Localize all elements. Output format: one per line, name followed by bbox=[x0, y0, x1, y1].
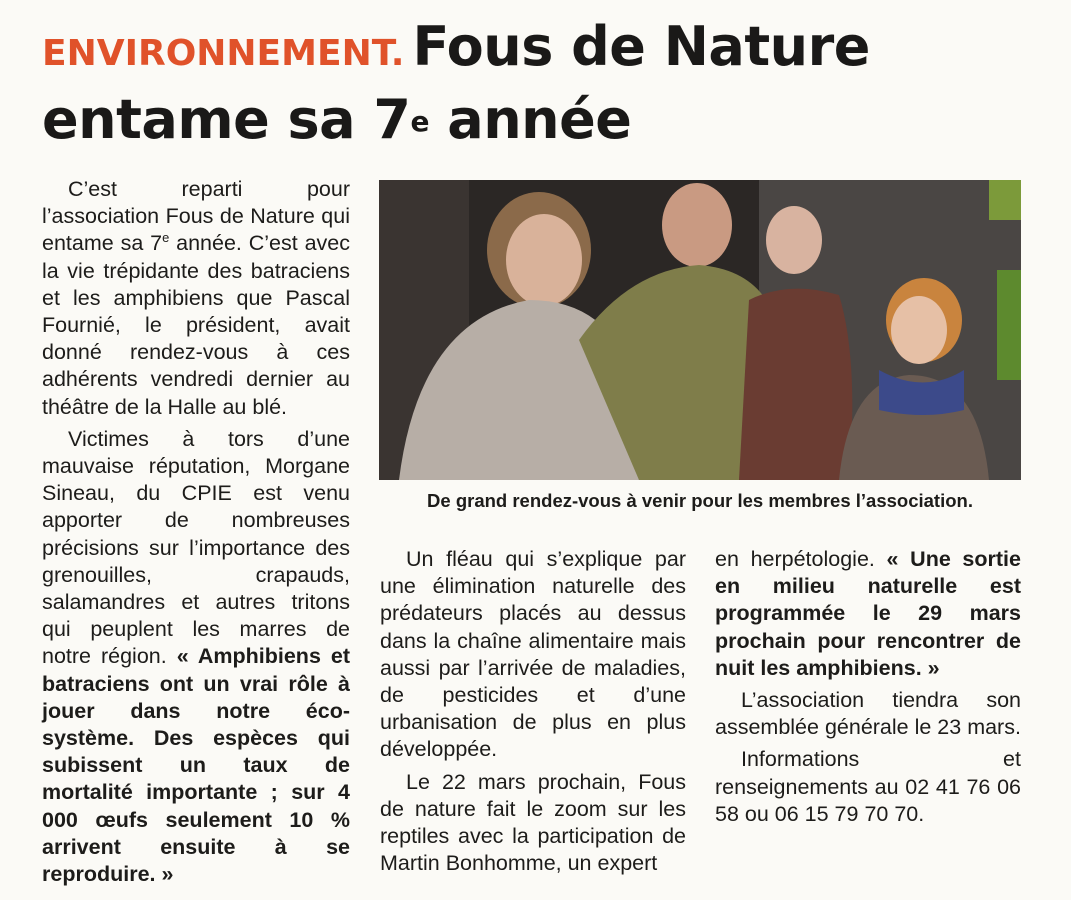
headline bbox=[42, 14, 1042, 153]
four-people-photo bbox=[379, 180, 1021, 480]
headline-line2-b: année bbox=[428, 88, 632, 151]
headline-line1: Fous de Nature bbox=[412, 15, 870, 78]
article-photo bbox=[379, 180, 1021, 480]
headline-line2-a: entame sa 7 bbox=[42, 88, 411, 151]
photo-caption: De grand rendez-vous à venir pour les membres l’association. bbox=[427, 490, 973, 511]
paragraph: Un fléau qui s’explique par une élimination naturelle des prédateurs placés au dessus dans la chaîne alimentaire mais aussi par l’arrivée de maladies, de pesticides et d’une urbanisation de plus en plus développée. bbox=[380, 547, 686, 762]
quote-bold: « Amphibiens et batraciens ont un vrai rôle à jouer dans notre éco-système. Des espèces qui subissent un taux de mortalité importante ; sur 4 000 œufs seulement 10 % arrivent ensuite à se reproduire. » bbox=[42, 644, 350, 887]
text-run: Victimes à tors d’une mauvaise réputation, Morgane Sineau, du CPIE est venu apporter de nombreuses précisions sur l’importance des grenouilles, crapauds, salamandres et autres tritons qui peuplent les marres de notre région. bbox=[42, 426, 350, 669]
paragraph bbox=[715, 546, 1021, 682]
text-run: C’est reparti pour l’association Fous de Nature qui entame sa 7 bbox=[42, 177, 350, 256]
text-run: année. C’est avec la vie trépidante des batraciens et les amphibiens que Pascal Fournié, le président, avait donné rendez-vous à ces adhérents vendredi dernier au théâtre de la Halle au blé. bbox=[42, 231, 350, 419]
quote-bold: « Une sortie en milieu naturelle est programmée le 29 mars prochain pour rencontrer de nuit les amphibiens. » bbox=[715, 547, 1021, 680]
paragraph bbox=[42, 176, 350, 421]
text-run: en herpétologie. bbox=[715, 547, 887, 571]
paragraph: L’association tiendra son assemblée générale le 23 mars. bbox=[715, 688, 1021, 740]
superscript: e bbox=[162, 230, 170, 246]
column-3 bbox=[715, 546, 1021, 828]
headline-superscript: e bbox=[410, 105, 429, 138]
paragraph: Le 22 mars prochain, Fous de nature fait le zoom sur les reptiles avec la participation de Martin Bonhomme, un expert bbox=[380, 769, 686, 876]
paragraph: Informations et renseignements au 02 41 76 06 58 ou 06 15 79 70 70. bbox=[715, 747, 1021, 826]
column-1 bbox=[42, 176, 350, 888]
section-kicker: ENVIRONNEMENT. bbox=[42, 33, 405, 74]
column-2 bbox=[380, 546, 686, 877]
paragraph bbox=[42, 426, 350, 888]
